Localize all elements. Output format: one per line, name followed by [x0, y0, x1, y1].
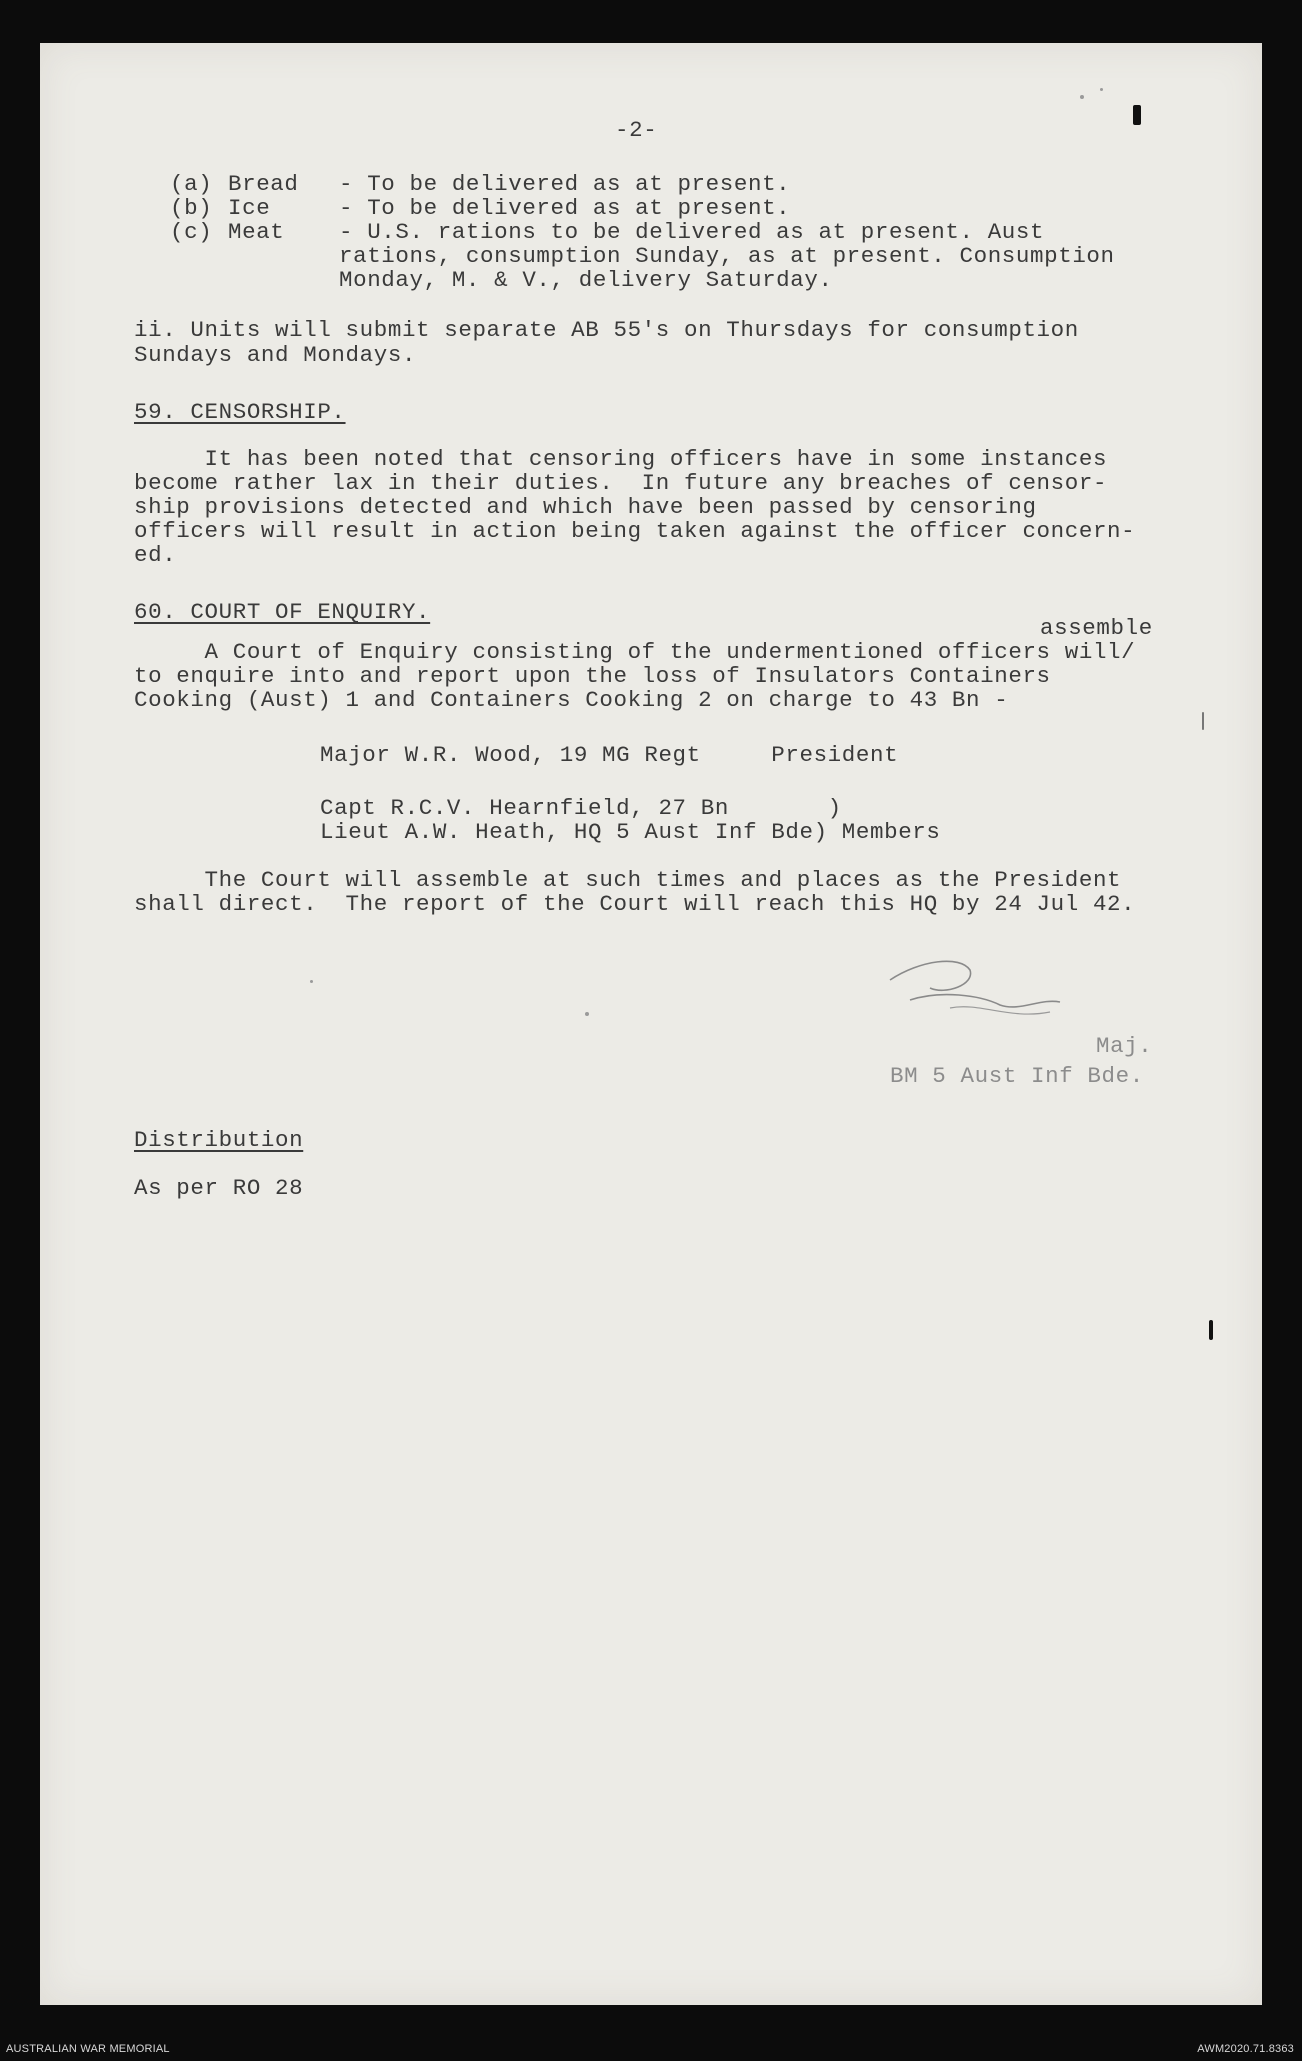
page-number: -2- — [615, 117, 658, 143]
ink-mark — [1209, 1320, 1213, 1340]
handwritten-signature — [850, 950, 1110, 1040]
signature-appointment: BM 5 Aust Inf Bde. — [890, 1063, 1144, 1089]
item-a-letter: (a) — [170, 171, 213, 197]
ink-mark — [1133, 105, 1141, 125]
section-60-body-line: Cooking (Aust) 1 and Containers Cooking 2 on charge to 43 Bn - — [134, 687, 1009, 713]
footer-institution: AUSTRALIAN WAR MEMORIAL — [6, 2043, 170, 2055]
item-a-name: Bread — [228, 171, 299, 197]
section-60-body-line: A Court of Enquiry consisting of the undermentioned officers will/ — [134, 639, 1136, 665]
section-59-body-line: It has been noted that censoring officers have in some instances — [134, 446, 1108, 472]
section-59-body-line: ship provisions detected and which have been passed by censoring — [134, 494, 1037, 520]
closing-line: shall direct. The report of the Court will reach this HQ by 24 Jul 42. — [134, 891, 1136, 917]
meat-continuation-line: rations, consumption Sunday, as at present. Consumption — [339, 243, 1115, 269]
paper-speck — [585, 1012, 589, 1016]
member-line: Capt R.C.V. Hearnfield, 27 Bn ) — [320, 795, 842, 821]
president-line: Major W.R. Wood, 19 MG Regt President — [320, 742, 899, 768]
paper-speck — [1080, 95, 1084, 99]
para-ii-line: ii. Units will submit separate AB 55's on Thursdays for consumption — [134, 317, 1079, 343]
section-60-body-line: to enquire into and report upon the loss of Insulators Containers — [134, 663, 1051, 689]
ink-mark — [1202, 712, 1204, 730]
paper-speck — [1100, 88, 1103, 91]
item-b-name: Ice — [228, 195, 271, 221]
section-59-body-line: become rather lax in their duties. In future any breaches of censor- — [134, 470, 1108, 496]
paper-speck — [310, 980, 313, 983]
member-line: Lieut A.W. Heath, HQ 5 Aust Inf Bde) Members — [320, 819, 941, 845]
section-59-body-line: ed. — [134, 542, 177, 568]
distribution-heading: Distribution — [134, 1127, 304, 1153]
section-60-heading: 60. COURT OF ENQUIRY. — [134, 599, 431, 625]
meat-continuation-line: Monday, M. & V., delivery Saturday. — [339, 267, 833, 293]
footer-accession: AWM2020.71.8363 — [1197, 2043, 1294, 2055]
section-59-heading: 59. CENSORSHIP. — [134, 399, 346, 425]
para-ii-line: Sundays and Mondays. — [134, 342, 417, 368]
signature-rank: Maj. — [1096, 1033, 1153, 1059]
item-b-letter: (b) — [170, 195, 213, 221]
distribution-text: As per RO 28 — [134, 1175, 304, 1201]
closing-line: The Court will assemble at such times and places as the President — [134, 867, 1122, 893]
item-a-text: - To be delivered as at present. — [339, 171, 791, 197]
item-c-name: Meat — [228, 219, 285, 245]
section-59-body-line: officers will result in action being taken against the officer concern- — [134, 518, 1136, 544]
item-b-text: - To be delivered as at present. — [339, 195, 791, 221]
item-c-letter: (c) — [170, 219, 213, 245]
handwritten-insert: assemble — [1040, 615, 1153, 641]
item-c-text: - U.S. rations to be delivered as at present. Aust — [339, 219, 1045, 245]
